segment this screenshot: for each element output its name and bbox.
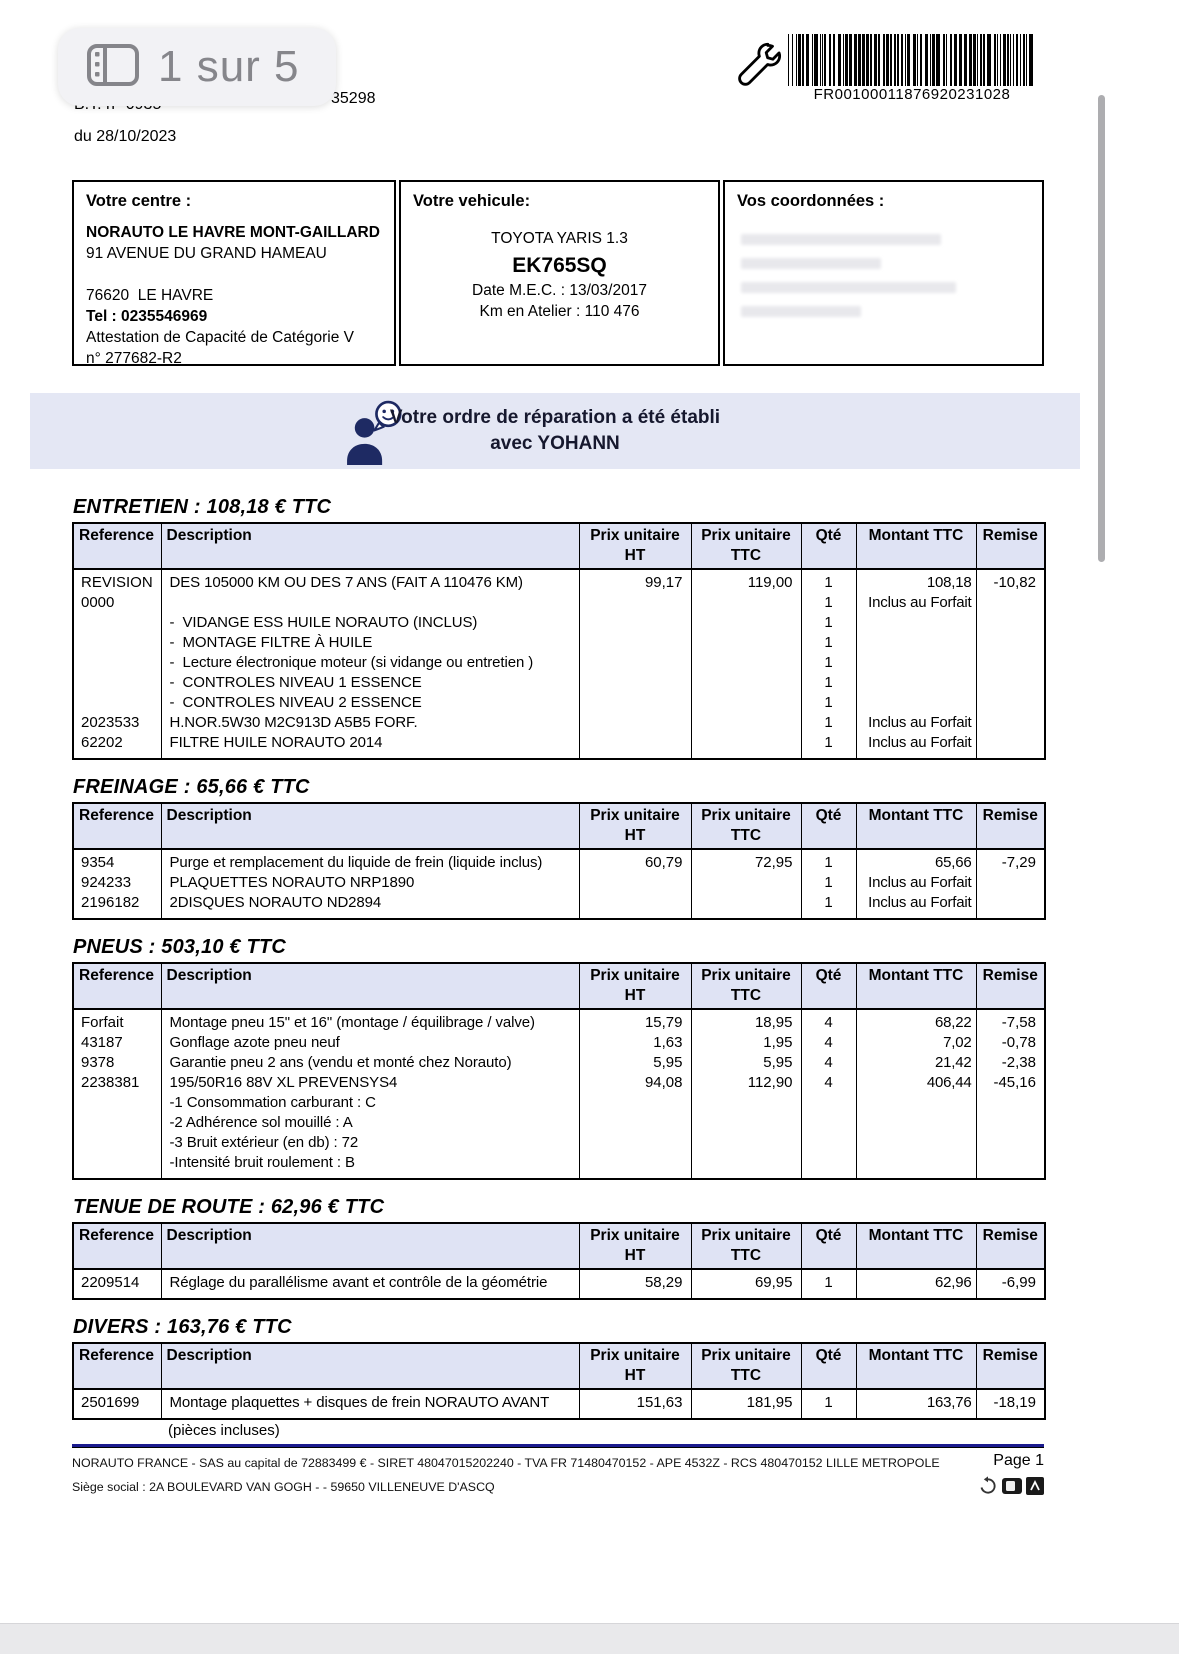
- banner-line1: Votre ordre de réparation a été établi: [389, 407, 721, 428]
- cell-line: DES 105000 KM OU DES 7 ANS (FAIT A 110476 KM): [169, 574, 523, 591]
- coordinates-box: [723, 180, 1044, 366]
- cell-line: [74, 1153, 161, 1173]
- cell-line: [692, 653, 801, 673]
- cell-line: [692, 593, 801, 613]
- cell-line: [74, 633, 161, 653]
- cell-line: -2,38: [1001, 1054, 1036, 1071]
- column-header: Prix unitaire TTC: [691, 523, 801, 569]
- cell-line: 58,29: [644, 1274, 683, 1291]
- info-boxes: [72, 180, 1044, 366]
- column-header: Qté: [801, 1343, 856, 1389]
- cell-line: Montage plaquettes + disques de frein NORAUTO AVANT: [169, 1394, 550, 1411]
- column-header: Prix unitaire HT: [579, 1343, 691, 1389]
- cell-line: -Intensité bruit roulement : B: [169, 1154, 355, 1171]
- cell-line: 69,95: [754, 1274, 793, 1291]
- centre-attestation: Attestation de Capacité de Catégorie V: [86, 329, 354, 346]
- table-cell: [73, 849, 161, 919]
- banner-text: [30, 405, 1080, 457]
- table-cell: [691, 1389, 801, 1419]
- cell-line: 406,44: [926, 1074, 972, 1091]
- column-header: Description: [161, 523, 579, 569]
- cell-line: [692, 1153, 801, 1173]
- cell-line: [74, 653, 161, 673]
- cell-line: [74, 1113, 161, 1133]
- column-header: Prix unitaire TTC: [691, 963, 801, 1009]
- barcode: [788, 34, 1036, 103]
- redacted-text: [741, 258, 881, 269]
- doc-number-fragment: 35298: [331, 90, 376, 107]
- cell-line: [692, 893, 801, 913]
- items-table: [72, 1222, 1046, 1300]
- items-table: [72, 802, 1046, 920]
- cell-line: [580, 1113, 691, 1133]
- table-cell: [691, 849, 801, 919]
- cell-line: [580, 613, 691, 633]
- column-header: Qté: [801, 803, 856, 849]
- table-cell: [801, 569, 856, 759]
- cell-line: 2196182: [81, 894, 140, 911]
- column-header: Remise: [976, 1223, 1045, 1269]
- cell-line: [857, 1113, 976, 1133]
- table-cell: [976, 1269, 1045, 1299]
- recycle-icon: [978, 1476, 998, 1501]
- cell-line: [857, 693, 976, 713]
- cell-line: 2DISQUES NORAUTO ND2894: [169, 894, 382, 911]
- column-header: Remise: [976, 1343, 1045, 1389]
- footer-eco-icons: [978, 1476, 1044, 1501]
- table-header-row: [73, 963, 1045, 1009]
- cell-line: -0,78: [1001, 1034, 1036, 1051]
- cell-line: 43187: [81, 1034, 123, 1051]
- cell-line: 62,96: [934, 1274, 972, 1291]
- table-cell: [579, 1009, 691, 1179]
- cell-line: 0000: [81, 594, 115, 611]
- page-footer: [72, 1444, 1044, 1504]
- cell-line: 72,95: [754, 854, 793, 871]
- viewer-bottom-bar: [0, 1623, 1179, 1654]
- cell-line: [857, 1133, 976, 1153]
- table-cell: [579, 849, 691, 919]
- column-header: Reference: [73, 963, 161, 1009]
- cell-line: Gonflage azote pneu neuf: [169, 1034, 340, 1051]
- cell-line: [692, 1093, 801, 1113]
- cell-line: [977, 613, 1045, 633]
- cell-line: [977, 733, 1045, 753]
- cell-line: -18,19: [993, 1394, 1036, 1411]
- column-header: Montant TTC: [856, 523, 976, 569]
- cell-line: [580, 733, 691, 753]
- section: [72, 936, 1044, 1180]
- cell-line: [977, 1113, 1045, 1133]
- cell-line: [802, 1133, 856, 1153]
- cell-line: [857, 673, 976, 693]
- cell-line: - CONTROLES NIVEAU 1 ESSENCE: [169, 674, 422, 691]
- redacted-text: [741, 306, 861, 317]
- table-cell: [73, 1269, 161, 1299]
- table-cell: [976, 1389, 1045, 1419]
- cell-line: [692, 713, 801, 733]
- cell-line: 4: [824, 1014, 833, 1031]
- cell-line: 195/50R16 88V XL PREVENSYS4: [169, 1074, 398, 1091]
- column-header: Montant TTC: [856, 1223, 976, 1269]
- cell-line: [74, 1093, 161, 1113]
- cell-line: [857, 1153, 976, 1173]
- cell-line: [857, 1093, 976, 1113]
- cell-line: 1,63: [653, 1034, 683, 1051]
- table-cell: [801, 1009, 856, 1179]
- table-cell: [976, 849, 1045, 919]
- column-header: Prix unitaire HT: [579, 1223, 691, 1269]
- cell-line: 1: [824, 634, 833, 651]
- cell-line: 1: [824, 694, 833, 711]
- cell-line: [977, 713, 1045, 733]
- cell-line: 1: [824, 714, 833, 731]
- cell-line: 1: [824, 874, 833, 891]
- table-header-row: [73, 1223, 1045, 1269]
- cell-line: [580, 713, 691, 733]
- centre-city: 76620 LE HAVRE: [86, 287, 214, 304]
- table-cell: [856, 849, 976, 919]
- table-cell: [579, 1269, 691, 1299]
- cell-line: Inclus au Forfait: [868, 894, 972, 911]
- cell-line: 1: [824, 894, 833, 911]
- table-cell: [691, 1009, 801, 1179]
- cell-line: [857, 613, 976, 633]
- cell-line: 4: [824, 1074, 833, 1091]
- table-body-row: [73, 1009, 1045, 1179]
- cell-line: 2238381: [81, 1074, 140, 1091]
- redacted-text: [741, 234, 941, 245]
- cell-line: Purge et remplacement du liquide de frein (liquide inclus): [169, 854, 543, 871]
- cell-line: H.NOR.5W30 M2C913D A5B5 FORF.: [169, 714, 418, 731]
- cell-line: Garantie pneu 2 ans (vendu et monté chez Norauto): [169, 1054, 512, 1071]
- table-cell: [73, 1009, 161, 1179]
- items-table: [72, 1342, 1046, 1420]
- cell-line: Montage pneu 15" et 16" (montage / équilibrage / valve): [169, 1014, 535, 1031]
- cell-line: 1,95: [763, 1034, 793, 1051]
- table-cell: [73, 1389, 161, 1419]
- column-header: Reference: [73, 1223, 161, 1269]
- table-cell: [856, 1269, 976, 1299]
- column-header: Prix unitaire TTC: [691, 803, 801, 849]
- cell-line: [692, 673, 801, 693]
- cell-line: 1: [824, 594, 833, 611]
- cell-line: 7,02: [943, 1034, 972, 1051]
- cell-line: [977, 673, 1045, 693]
- cell-line: 1: [824, 654, 833, 671]
- column-header: Qté: [801, 1223, 856, 1269]
- section: [72, 776, 1044, 920]
- items-table: [72, 522, 1046, 760]
- cell-line: [162, 593, 579, 613]
- table-header-row: [73, 523, 1045, 569]
- table-cell: [856, 569, 976, 759]
- cell-line: [692, 633, 801, 653]
- cell-line: Réglage du parallélisme avant et contrôle de la géométrie: [169, 1274, 548, 1291]
- cell-line: 65,66: [934, 854, 972, 871]
- cell-line: [692, 613, 801, 633]
- cell-line: 924233: [81, 874, 132, 891]
- table-cell: [801, 849, 856, 919]
- column-header: Description: [161, 963, 579, 1009]
- cell-line: [802, 1113, 856, 1133]
- cell-line: FILTRE HUILE NORAUTO 2014: [169, 734, 383, 751]
- banner-line2: avec YOHANN: [490, 433, 620, 454]
- cell-line: 112,90: [747, 1074, 793, 1091]
- table-cell: [161, 1269, 579, 1299]
- cell-line: [977, 633, 1045, 653]
- cell-line: 1: [824, 1394, 833, 1411]
- cell-line: -45,16: [993, 1074, 1036, 1091]
- section: [72, 496, 1044, 760]
- sidebar-pages-icon: [86, 43, 140, 92]
- column-header: Reference: [73, 1343, 161, 1389]
- table-body-row: [73, 569, 1045, 759]
- cell-line: 18,95: [754, 1014, 793, 1031]
- cell-line: Forfait: [81, 1014, 124, 1031]
- cell-line: Inclus au Forfait: [868, 734, 972, 751]
- cell-line: 1: [824, 674, 833, 691]
- cell-line: -2 Adhérence sol mouillé : A: [169, 1114, 353, 1131]
- cell-line: 119,00: [747, 574, 793, 591]
- barcode-number: FR00100011876920231028: [813, 86, 1011, 103]
- cell-line: Inclus au Forfait: [868, 714, 972, 731]
- cell-line: 108,18: [926, 574, 972, 591]
- column-header: Description: [161, 1223, 579, 1269]
- cell-line: -6,99: [1001, 1274, 1036, 1291]
- table-cell: [73, 569, 161, 759]
- table-cell: [976, 569, 1045, 759]
- column-header: Montant TTC: [856, 1343, 976, 1389]
- cell-line: 163,76: [926, 1394, 972, 1411]
- centre-box: [72, 180, 396, 366]
- cell-line: 181,95: [746, 1394, 793, 1411]
- page-indicator-pill[interactable]: [58, 28, 336, 106]
- cell-line: [977, 653, 1045, 673]
- cell-line: [580, 1133, 691, 1153]
- cell-line: [580, 593, 691, 613]
- column-header: Remise: [976, 803, 1045, 849]
- cell-line: [692, 873, 801, 893]
- cell-line: [74, 673, 161, 693]
- cell-line: [977, 593, 1045, 613]
- coordinates-title: Vos coordonnées :: [737, 192, 885, 210]
- cell-line: 1: [824, 734, 833, 751]
- cell-line: [857, 633, 976, 653]
- vehicle-model: TOYOTA YARIS 1.3: [491, 230, 628, 247]
- cell-line: [977, 693, 1045, 713]
- cell-line: [802, 1093, 856, 1113]
- redacted-text: [741, 282, 956, 293]
- cell-line: [977, 1153, 1045, 1173]
- cell-line: -1 Consommation carburant : C: [169, 1094, 376, 1111]
- column-header: Qté: [801, 963, 856, 1009]
- vehicle-km: Km en Atelier : 110 476: [479, 303, 640, 320]
- page-indicator-label: 1 sur 5: [158, 42, 300, 91]
- cell-line: 94,08: [644, 1074, 683, 1091]
- table-header-row: [73, 803, 1045, 849]
- section-title: PNEUS : 503,10 € TTC: [73, 936, 286, 958]
- vehicle-plate: EK765SQ: [512, 254, 607, 277]
- cell-line: 5,95: [653, 1054, 683, 1071]
- cell-line: 2501699: [81, 1394, 140, 1411]
- cell-line: 5,95: [763, 1054, 793, 1071]
- cell-line: [977, 893, 1045, 913]
- table-cell: [856, 1389, 976, 1419]
- column-header: Prix unitaire TTC: [691, 1343, 801, 1389]
- cell-line: [692, 693, 801, 713]
- centre-address: 91 AVENUE DU GRAND HAMEAU: [86, 245, 327, 262]
- table-body-row: [73, 1389, 1045, 1419]
- column-header: Prix unitaire HT: [579, 803, 691, 849]
- table-note: (pièces incluses): [168, 1422, 280, 1439]
- cell-line: Inclus au Forfait: [868, 594, 972, 611]
- column-header: Remise: [976, 963, 1045, 1009]
- cell-line: [580, 693, 691, 713]
- cell-line: [802, 1153, 856, 1173]
- cell-line: PLAQUETTES NORAUTO NRP1890: [169, 874, 415, 891]
- table-header-row: [73, 1343, 1045, 1389]
- table-cell: [161, 1009, 579, 1179]
- cell-line: 60,79: [644, 854, 683, 871]
- cell-line: -3 Bruit extérieur (en db) : 72: [169, 1134, 359, 1151]
- cell-line: - VIDANGE ESS HUILE NORAUTO (INCLUS): [169, 614, 478, 631]
- cell-line: [692, 733, 801, 753]
- cell-line: - MONTAGE FILTRE À HUILE: [169, 634, 373, 651]
- vehicle-box: [399, 180, 720, 366]
- page-number: Page 1: [993, 1452, 1044, 1469]
- doc-date: du 28/10/2023: [74, 128, 177, 145]
- column-header: Prix unitaire HT: [579, 963, 691, 1009]
- section-title: DIVERS : 163,76 € TTC: [73, 1316, 292, 1338]
- centre-tel: Tel : 0235546969: [86, 308, 208, 325]
- centre-title: Votre centre :: [86, 192, 192, 210]
- column-header: Description: [161, 803, 579, 849]
- centre-name: NORAUTO LE HAVRE MONT-GAILLARD: [86, 224, 380, 241]
- repair-order-banner: [30, 393, 1080, 469]
- column-header: Prix unitaire HT: [579, 523, 691, 569]
- cell-line: [580, 873, 691, 893]
- cell-line: [977, 873, 1045, 893]
- section: [72, 1316, 1044, 1441]
- column-header: Prix unitaire TTC: [691, 1223, 801, 1269]
- wrench-icon: [731, 38, 783, 101]
- centre-attestation-num: n° 277682-R2: [86, 350, 182, 367]
- cell-line: 21,42: [934, 1054, 972, 1071]
- table-body-row: [73, 1269, 1045, 1299]
- cell-line: [74, 613, 161, 633]
- cell-line: 99,17: [644, 574, 683, 591]
- sections: [72, 496, 1044, 1457]
- column-header: Montant TTC: [856, 803, 976, 849]
- cell-line: 4: [824, 1054, 833, 1071]
- cell-line: [580, 653, 691, 673]
- cell-line: 151,63: [636, 1394, 683, 1411]
- cell-line: 2209514: [81, 1274, 140, 1291]
- footer-address-line: Siège social : 2A BOULEVARD VAN GOGH - - 59650 VILLENEUVE D'ASCQ: [72, 1480, 495, 1494]
- cell-line: [977, 1093, 1045, 1113]
- table-cell: [801, 1269, 856, 1299]
- table-cell: [856, 1009, 976, 1179]
- triman-icon: [1026, 1476, 1044, 1501]
- cell-line: -7,58: [1001, 1014, 1036, 1031]
- table-cell: [161, 849, 579, 919]
- cell-line: Inclus au Forfait: [868, 874, 972, 891]
- table-cell: [691, 1269, 801, 1299]
- section-title: TENUE DE ROUTE : 62,96 € TTC: [73, 1196, 385, 1218]
- table-body-row: [73, 849, 1045, 919]
- cell-line: 4: [824, 1034, 833, 1051]
- column-header: Reference: [73, 803, 161, 849]
- cell-line: [580, 673, 691, 693]
- footer-rule: [72, 1444, 1044, 1448]
- cell-line: 1: [824, 1274, 833, 1291]
- column-header: Montant TTC: [856, 963, 976, 1009]
- cell-line: [580, 893, 691, 913]
- cell-line: REVISION: [81, 574, 153, 591]
- column-header: Description: [161, 1343, 579, 1389]
- cell-line: -10,82: [993, 574, 1036, 591]
- booklet-icon: [1001, 1476, 1023, 1501]
- scroll-indicator[interactable]: [1098, 95, 1105, 562]
- cell-line: 1: [824, 574, 833, 591]
- section-title: FREINAGE : 65,66 € TTC: [73, 776, 310, 798]
- footer-company-line: NORAUTO FRANCE - SAS au capital de 72883499 € - SIRET 48047015202240 - TVA FR 71480470152 - APE 4532Z - RCS 480470152 LILLE METROPOLE: [72, 1456, 940, 1470]
- cell-line: 9354: [81, 854, 115, 871]
- cell-line: 15,79: [644, 1014, 683, 1031]
- table-cell: [976, 1009, 1045, 1179]
- cell-line: 9378: [81, 1054, 115, 1071]
- table-cell: [161, 1389, 579, 1419]
- cell-line: [692, 1113, 801, 1133]
- cell-line: [857, 653, 976, 673]
- vehicle-date-mec: Date M.E.C. : 13/03/2017: [472, 282, 647, 299]
- table-cell: [691, 569, 801, 759]
- cell-line: 1: [824, 854, 833, 871]
- table-cell: [801, 1389, 856, 1419]
- cell-line: 68,22: [934, 1014, 972, 1031]
- cell-line: [74, 693, 161, 713]
- table-cell: [579, 569, 691, 759]
- section-title: ENTRETIEN : 108,18 € TTC: [73, 496, 332, 518]
- column-header: Reference: [73, 523, 161, 569]
- cell-line: [74, 1133, 161, 1153]
- cell-line: 62202: [81, 734, 123, 751]
- table-cell: [161, 569, 579, 759]
- vehicle-title: Votre vehicule:: [413, 192, 531, 210]
- barcode-bars: [788, 34, 1036, 86]
- section: [72, 1196, 1044, 1300]
- cell-line: 2023533: [81, 714, 140, 731]
- cell-line: 1: [824, 614, 833, 631]
- cell-line: -7,29: [1001, 854, 1036, 871]
- cell-line: [580, 1153, 691, 1173]
- cell-line: [580, 633, 691, 653]
- cell-line: [692, 1133, 801, 1153]
- table-cell: [579, 1389, 691, 1419]
- cell-line: - CONTROLES NIVEAU 2 ESSENCE: [169, 694, 422, 711]
- column-header: Qté: [801, 523, 856, 569]
- cell-line: - Lecture électronique moteur (si vidange ou entretien ): [169, 654, 534, 671]
- column-header: Remise: [976, 523, 1045, 569]
- cell-line: [580, 1093, 691, 1113]
- cell-line: [977, 1133, 1045, 1153]
- items-table: [72, 962, 1046, 1180]
